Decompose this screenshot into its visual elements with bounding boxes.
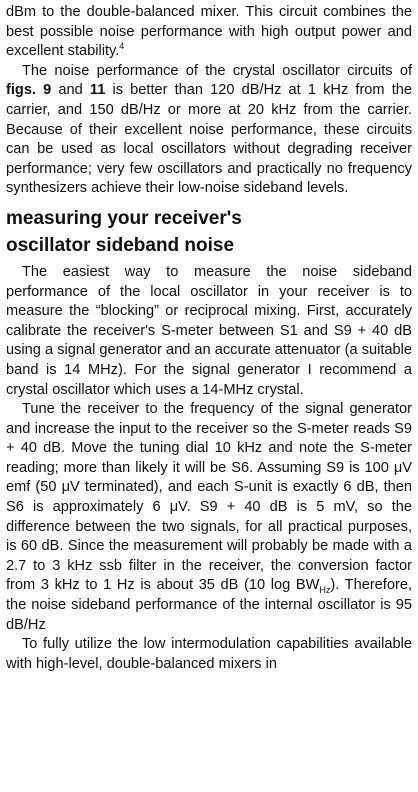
paragraph-intro-text: dBm to the double-balanced mixer. This circuit combines the best possible noise performance with high output power and excellent stability.: [6, 4, 412, 60]
subscript-hz: Hz: [319, 585, 331, 596]
paragraph-noise-performance: [6, 62, 412, 199]
paragraph-text: is better than 120 dB/Hz at 1 kHz from the carrier, and 150 dB/Hz or more at 20 kHz from the carrier. Because of their excellent noise performance, these circuits can be used as local oscillators without degrading receiver performance; very few oscillators and practically no frequency synthesizers achieve their low-noise sideband levels.: [6, 82, 413, 197]
section-heading-line2: oscillator sideband noise: [6, 234, 235, 256]
footnote-ref: 4: [119, 41, 125, 52]
figure-ref: 11: [89, 82, 106, 99]
paragraph-text: The noise performance of the crystal oscillator circuits of: [22, 62, 412, 79]
paragraph-text: ). Therefore, the noise sideband performance of the internal oscillator is 95 dB/Hz: [6, 577, 413, 633]
section-heading: [6, 205, 412, 259]
paragraph-fully-utilize: To fully utilize the low intermodulation capabilities available with high-level, double-balanced mixers in: [6, 636, 412, 672]
paragraph-text: and: [51, 82, 90, 99]
paragraph-text: Tune the receiver to the frequency of the signal generator and increase the input to the receiver so the S-meter reads S9 + 40 dB. Move the tuning dial 10 kHz and note the S-meter reading; more than likely it will be S6. Assuming S9 is 100 μV emf (50 μV terminated), and each S-unit is exactly 6 dB, then S6 is approximately 6 μV. S9 + 40 dB is 5 mV, so the difference between the two signals, for all practical purposes, is 60 dB. Since the measurement will probably be made with a 2.7 to 3 kHz ssb filter in the receiver, the conversion factor from 3 kHz to 1 Hz is about 35 dB (10 log BW: [6, 401, 412, 594]
section-heading-line1: measuring your receiver's: [6, 207, 242, 229]
figure-ref: figs. 9: [6, 82, 52, 99]
paragraph-tune-receiver: [6, 400, 412, 635]
paragraph-intro: [6, 3, 412, 62]
paragraph-easiest-way: The easiest way to measure the noise sideband performance of the local oscillator in your receiver is to measure the “blocking” or reciprocal mixing. First, accurately calibrate the receiver's S-meter between S1 and S9 + 40 dB using a signal generator and an accurate attenuator (a suitable band is 14 MHz). For the signal generator I recommend a crystal oscillator which uses a 14-MHz crystal.: [6, 263, 412, 398]
